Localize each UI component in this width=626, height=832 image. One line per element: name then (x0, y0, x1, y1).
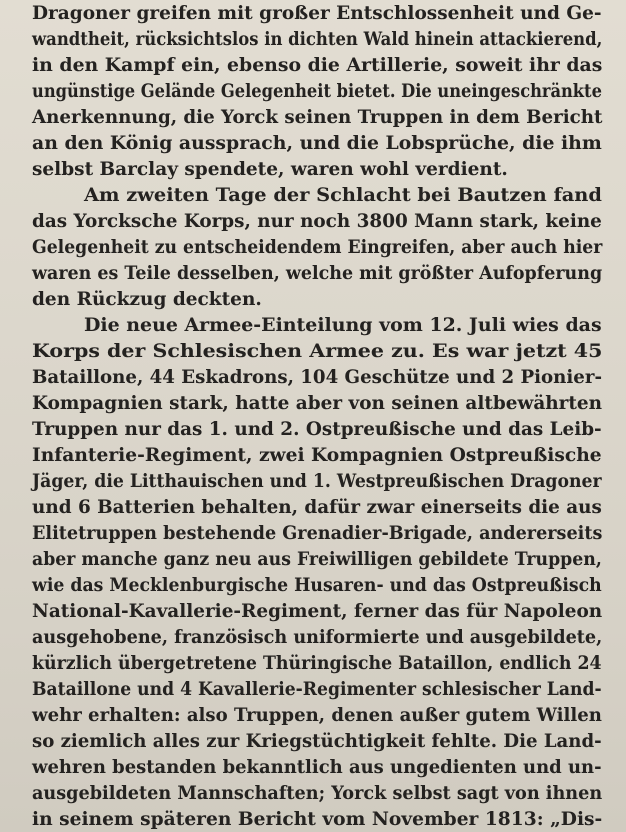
text-line-21: Elitetruppen bestehende Grenadier-Brigade, andererseits (32, 523, 603, 544)
text-line-27: Bataillone und 4 Kavallerie-Regimenter schlesischer Land- (32, 679, 602, 700)
text-line-30: wehren bestanden bekanntlich aus ungedienten und un- (32, 757, 602, 778)
text-line-13: Die neue Armee-Einteilung vom 12. Juli wies das (84, 315, 602, 336)
text-line-2: wandtheit, rücksichtslos in dichten Wald hinein attackierend, (32, 29, 603, 50)
text-line-9: das Yorcksche Korps, nur noch 3800 Mann stark, keine (32, 211, 602, 232)
text-line-31: ausgebildeten Mannschaften; Yorck selbst sagt von ihnen (32, 783, 603, 804)
text-line-14: Korps der Schlesischen Armee zu. Es war jetzt 45 (32, 341, 603, 362)
text-line-1: Dragoner greifen mit großer Entschlossenheit und Ge- (32, 3, 602, 24)
text-line-17: Truppen nur das 1. und 2. Ostpreußische und das Leib- (32, 419, 602, 440)
text-line-16: Kompagnien stark, hatte aber von seinen altbewährten (32, 393, 603, 414)
text-line-4: ungünstige Gelände Gelegenheit bietet. Die uneingeschränkte (32, 81, 602, 102)
text-line-15: Bataillone, 44 Eskadrons, 104 Geschütze und 2 Pionier- (32, 367, 602, 388)
text-line-10: Gelegenheit zu entscheidendem Eingreifen, aber auch hier (32, 237, 603, 258)
text-line-6: an den König aussprach, und die Lobsprüche, die ihm (32, 133, 602, 154)
text-line-8: Am zweiten Tage der Schlacht bei Bautzen fand (84, 185, 602, 206)
text-line-3: in den Kampf ein, ebenso die Artillerie, soweit ihr das (32, 55, 603, 76)
text-line-24: National-Kavallerie-Regiment, ferner das für Napoleon (32, 601, 603, 622)
text-line-29: so ziemlich alles zur Kriegstüchtigkeit fehlte. Die Land- (32, 731, 602, 752)
text-line-22: aber manche ganz neu aus Freiwilligen gebildete Truppen, (32, 549, 602, 570)
text-line-25: ausgehobene, französisch uniformierte und ausgebildete, (32, 627, 603, 648)
text-line-7: selbst Barclay spendete, waren wohl verdient. (32, 159, 508, 180)
text-line-28: wehr erhalten: also Truppen, denen außer gutem Willen (32, 705, 602, 726)
text-line-26: kürzlich übergetretene Thüringische Bataillon, endlich 24 (32, 653, 602, 674)
text-line-23: wie das Mecklenburgische Husaren- und das Ostpreußisch (32, 575, 602, 596)
text-line-11: waren es Teile desselben, welche mit größter Aufopferung (32, 263, 603, 284)
text-line-32: in seinem späteren Bericht vom November 1813: „Dis- (32, 809, 603, 830)
text-line-19: Jäger, die Litthauischen und 1. Westpreußischen Dragoner (32, 471, 602, 492)
text-line-20: und 6 Batterien behalten, dafür zwar einerseits die aus (32, 497, 602, 518)
text-line-12: den Rückzug deckten. (32, 289, 262, 310)
text-line-18: Infanterie-Regiment, zwei Kompagnien Ostpreußische (32, 445, 602, 466)
text-line-5: Anerkennung, die Yorck seinen Truppen in dem Bericht (32, 107, 603, 128)
